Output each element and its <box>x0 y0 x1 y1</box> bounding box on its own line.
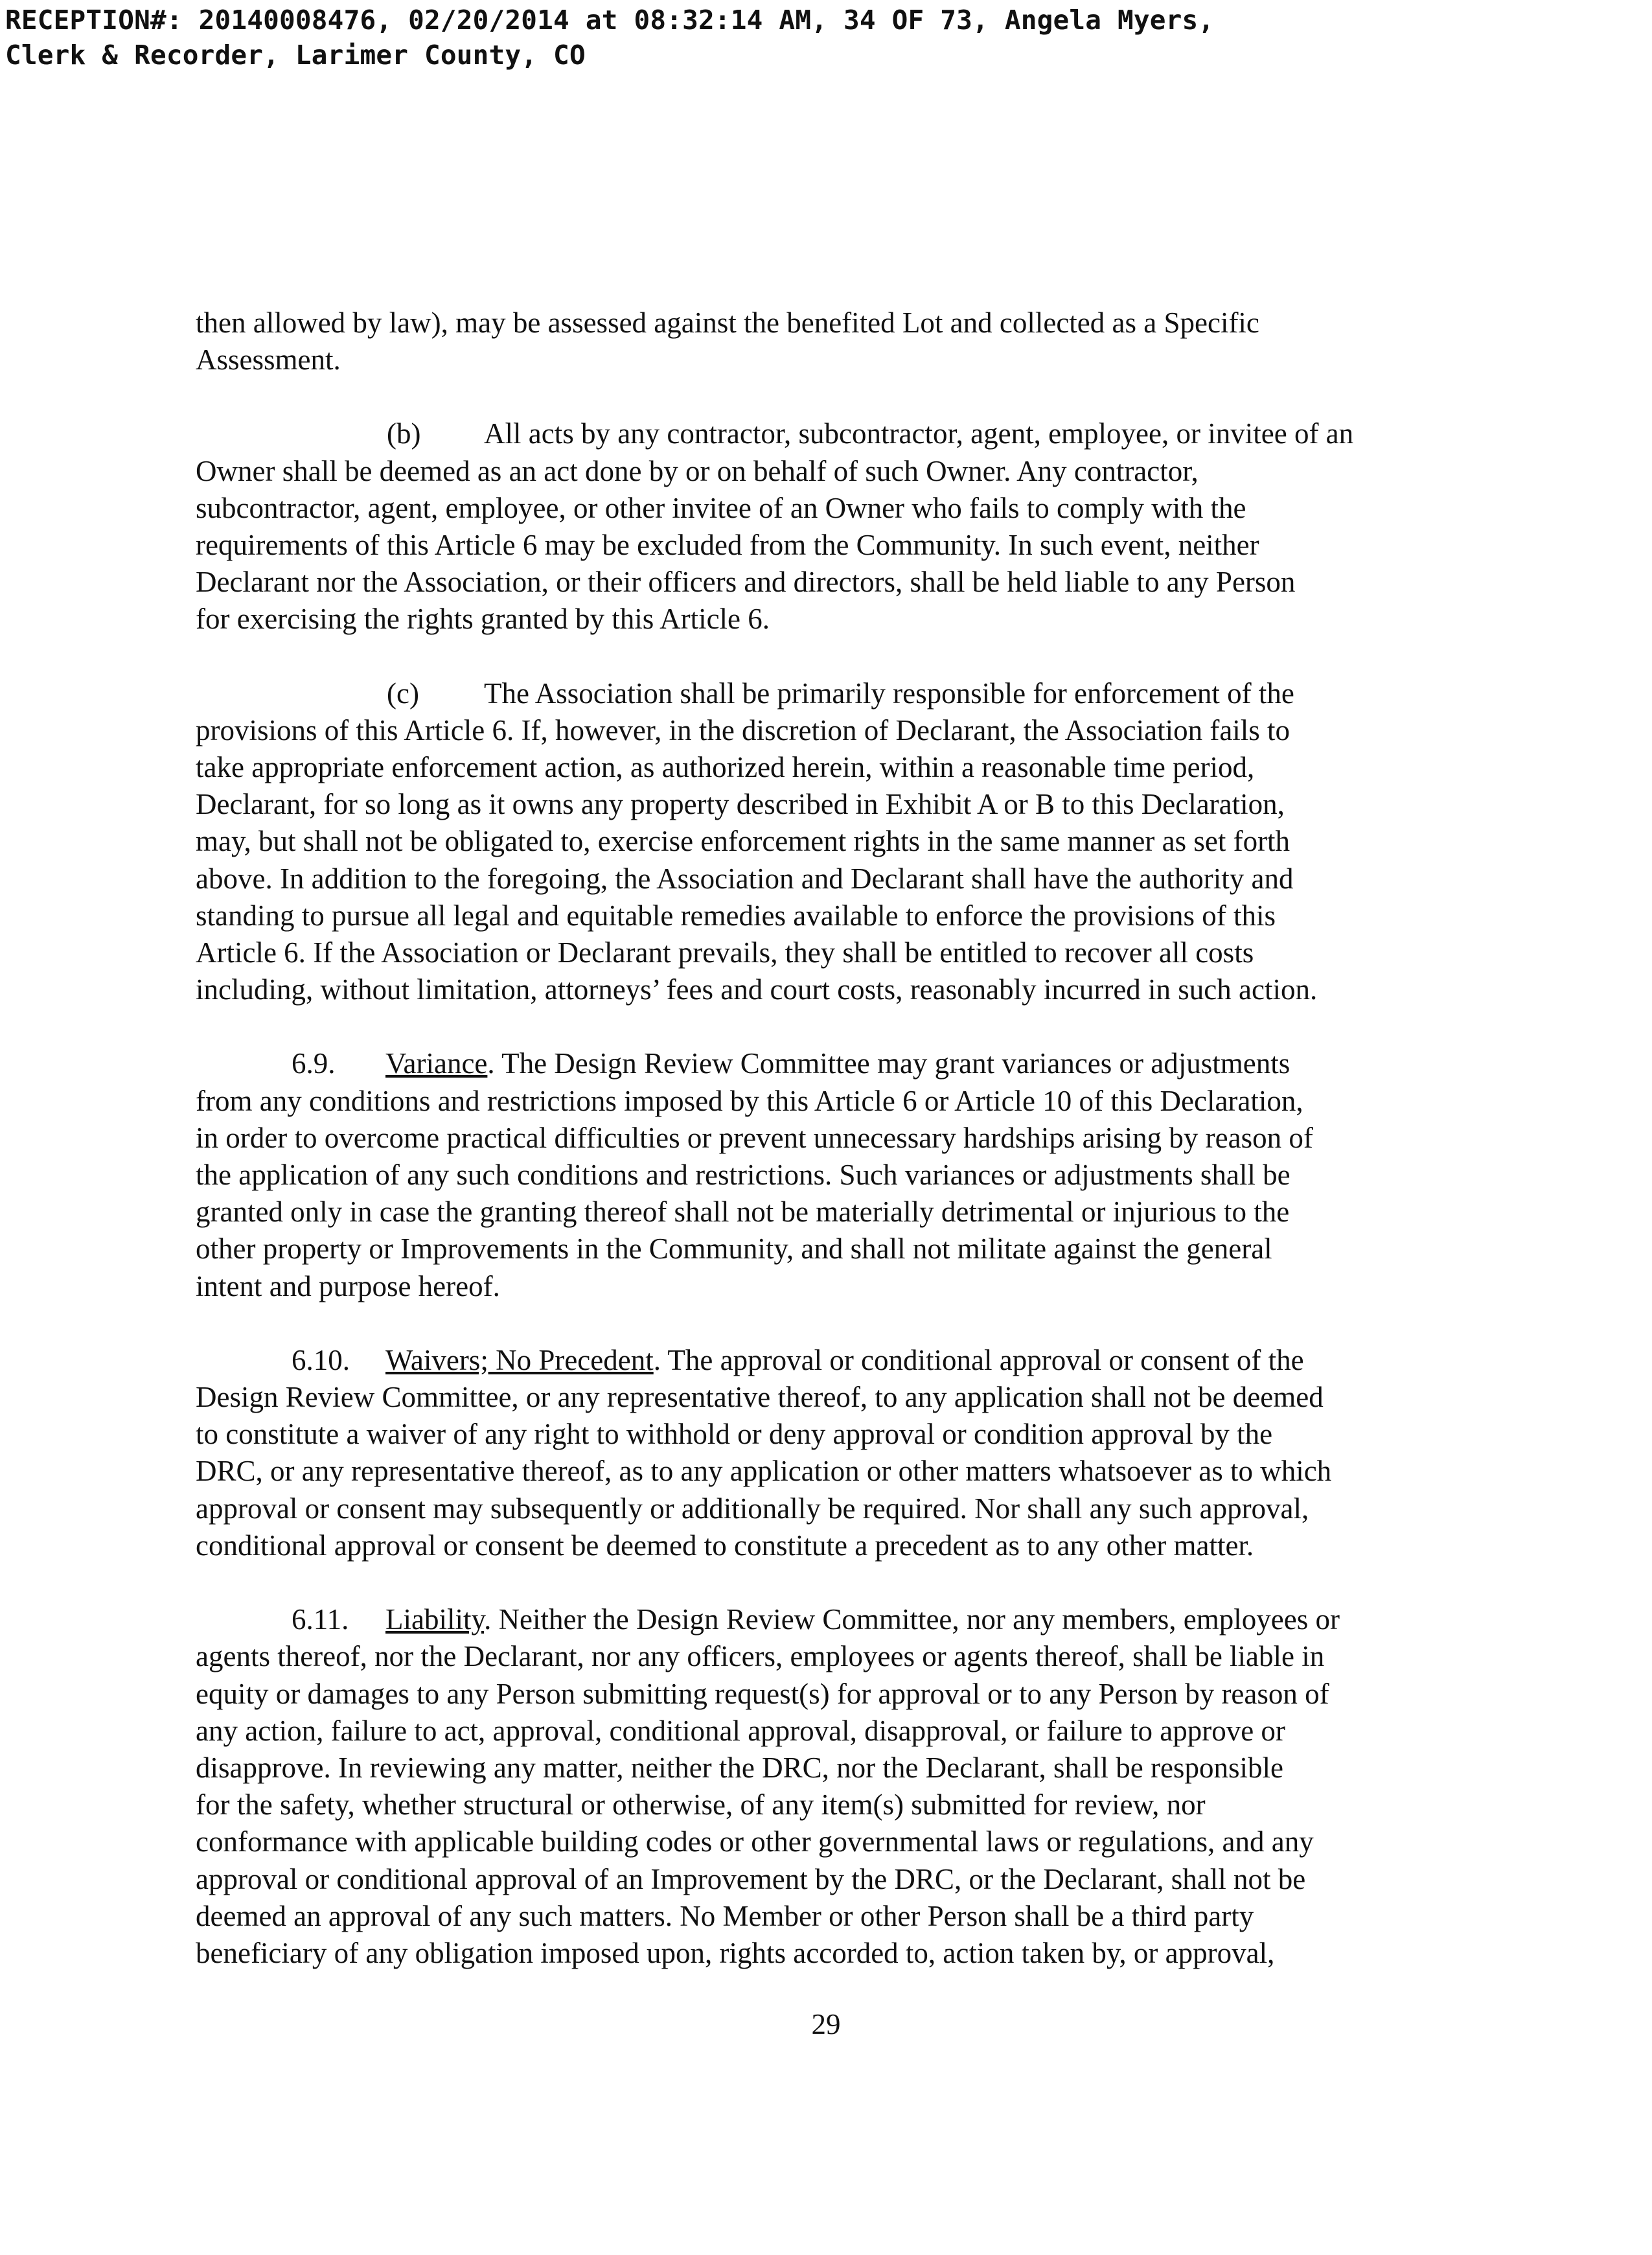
page-number: 29 <box>811 2008 841 2041</box>
document-body <box>196 305 1449 1972</box>
section-heading: Variance <box>385 1047 488 1080</box>
text-line: . The approval or conditional approval or consent of the <box>653 1343 1304 1376</box>
text-line: disapprove. In reviewing any matter, neither the DRC, nor the Declarant, shall be responsible <box>196 1751 1283 1784</box>
text-line: DRC, or any representative thereof, as to any application or other matters whatsoever as to which <box>196 1455 1332 1488</box>
reception-line-1: RECEPTION#: 20140008476, 02/20/2014 at 08:32:14 AM, 34 OF 73, Angela Myers, <box>5 5 1215 36</box>
text-line: beneficiary of any obligation imposed upon, rights accorded to, action taken by, or approval, <box>196 1936 1275 1969</box>
continuation-paragraph <box>196 305 1449 378</box>
subparagraph-b <box>196 415 1449 638</box>
section-number: 6.11. <box>292 1603 349 1636</box>
text-line: Declarant, for so long as it owns any property described in Exhibit A or B to this Declaration, <box>196 788 1285 821</box>
subparagraph-c <box>196 675 1449 1009</box>
text-line: Design Review Committee, or any representative thereof, to any application shall not be deemed <box>196 1381 1324 1414</box>
section-heading: Waivers; No Precedent <box>385 1343 654 1376</box>
text-line: Declarant nor the Association, or their officers and directors, shall be held liable to any Person <box>196 566 1296 599</box>
text-line: . The Design Review Committee may grant variances or adjustments <box>487 1047 1291 1080</box>
text-line: the application of any such conditions and restrictions. Such variances or adjustments shall be <box>196 1159 1291 1192</box>
text-line: granted only in case the granting thereof shall not be materially detrimental or injurious to the <box>196 1196 1290 1229</box>
text-line: other property or Improvements in the Community, and shall not militate against the general <box>196 1232 1272 1266</box>
text-line: may, but shall not be obligated to, exercise enforcement rights in the same manner as set forth <box>196 825 1291 858</box>
text-line: Article 6. If the Association or Declarant prevails, they shall be entitled to recover all costs <box>196 936 1254 969</box>
text-line: deemed an approval of any such matters. No Member or other Person shall be a third party <box>196 1899 1254 1932</box>
text-line: above. In addition to the foregoing, the Association and Declarant shall have the authority and <box>196 862 1294 895</box>
text-line: subcontractor, agent, employee, or other invitee of an Owner who fails to comply with the <box>196 491 1246 524</box>
section-number: 6.10. <box>292 1343 350 1376</box>
text-line: All acts by any contractor, subcontractor, agent, employee, or invitee of an <box>484 417 1354 450</box>
text-line: approval or conditional approval of an Improvement by the DRC, or the Declarant, shall not be <box>196 1862 1306 1895</box>
text-line: Assessment. <box>196 343 341 376</box>
text-line: standing to pursue all legal and equitable remedies available to enforce the provisions of this <box>196 899 1276 932</box>
section-6-11 <box>196 1601 1449 1972</box>
text-line: then allowed by law), may be assessed against the benefited Lot and collected as a Specific <box>196 306 1259 339</box>
section-6-10 <box>196 1342 1449 1564</box>
text-line: provisions of this Article 6. If, however, in the discretion of Declarant, the Association fails to <box>196 713 1291 746</box>
text-line: take appropriate enforcement action, as authorized herein, within a reasonable time period, <box>196 751 1255 784</box>
reception-stamp <box>5 3 1214 73</box>
reception-line-2: Clerk & Recorder, Larimer County, CO <box>5 40 586 71</box>
text-line: from any conditions and restrictions imposed by this Article 6 or Article 10 of this Declaration, <box>196 1084 1303 1117</box>
text-line: for the safety, whether structural or otherwise, of any item(s) submitted for review, nor <box>196 1788 1206 1821</box>
text-line: including, without limitation, attorneys’ fees and court costs, reasonably incurred in such action. <box>196 973 1318 1006</box>
text-line: conditional approval or consent be deemed to constitute a precedent as to any other matter. <box>196 1529 1254 1562</box>
text-line: Owner shall be deemed as an act done by or on behalf of such Owner. Any contractor, <box>196 454 1199 487</box>
subparagraph-label: (c) <box>387 676 419 710</box>
text-line: approval or consent may subsequently or additionally be required. Nor shall any such approval, <box>196 1492 1309 1525</box>
text-line: requirements of this Article 6 may be excluded from the Community. In such event, neither <box>196 529 1259 562</box>
text-line: to constitute a waiver of any right to withhold or deny approval or condition approval by the <box>196 1418 1273 1451</box>
text-line: agents thereof, nor the Declarant, nor any officers, employees or agents thereof, shall be liable in <box>196 1640 1325 1673</box>
text-line: conformance with applicable building codes or other governmental laws or regulations, and any <box>196 1825 1314 1858</box>
subparagraph-label: (b) <box>387 417 421 450</box>
section-heading: Liability <box>385 1603 485 1636</box>
text-line: for exercising the rights granted by this Article 6. <box>196 603 770 636</box>
text-line: The Association shall be primarily responsible for enforcement of the <box>484 676 1294 710</box>
text-line: intent and purpose hereof. <box>196 1269 500 1302</box>
section-6-9 <box>196 1045 1449 1304</box>
section-number: 6.9. <box>292 1047 336 1080</box>
text-line: equity or damages to any Person submitting request(s) for approval or to any Person by reason of <box>196 1677 1329 1710</box>
text-line: any action, failure to act, approval, conditional approval, disapproval, or failure to approve or <box>196 1714 1285 1747</box>
text-line: . Neither the Design Review Committee, nor any members, employees or <box>484 1603 1340 1636</box>
text-line: in order to overcome practical difficulties or prevent unnecessary hardships arising by reason of <box>196 1121 1313 1154</box>
